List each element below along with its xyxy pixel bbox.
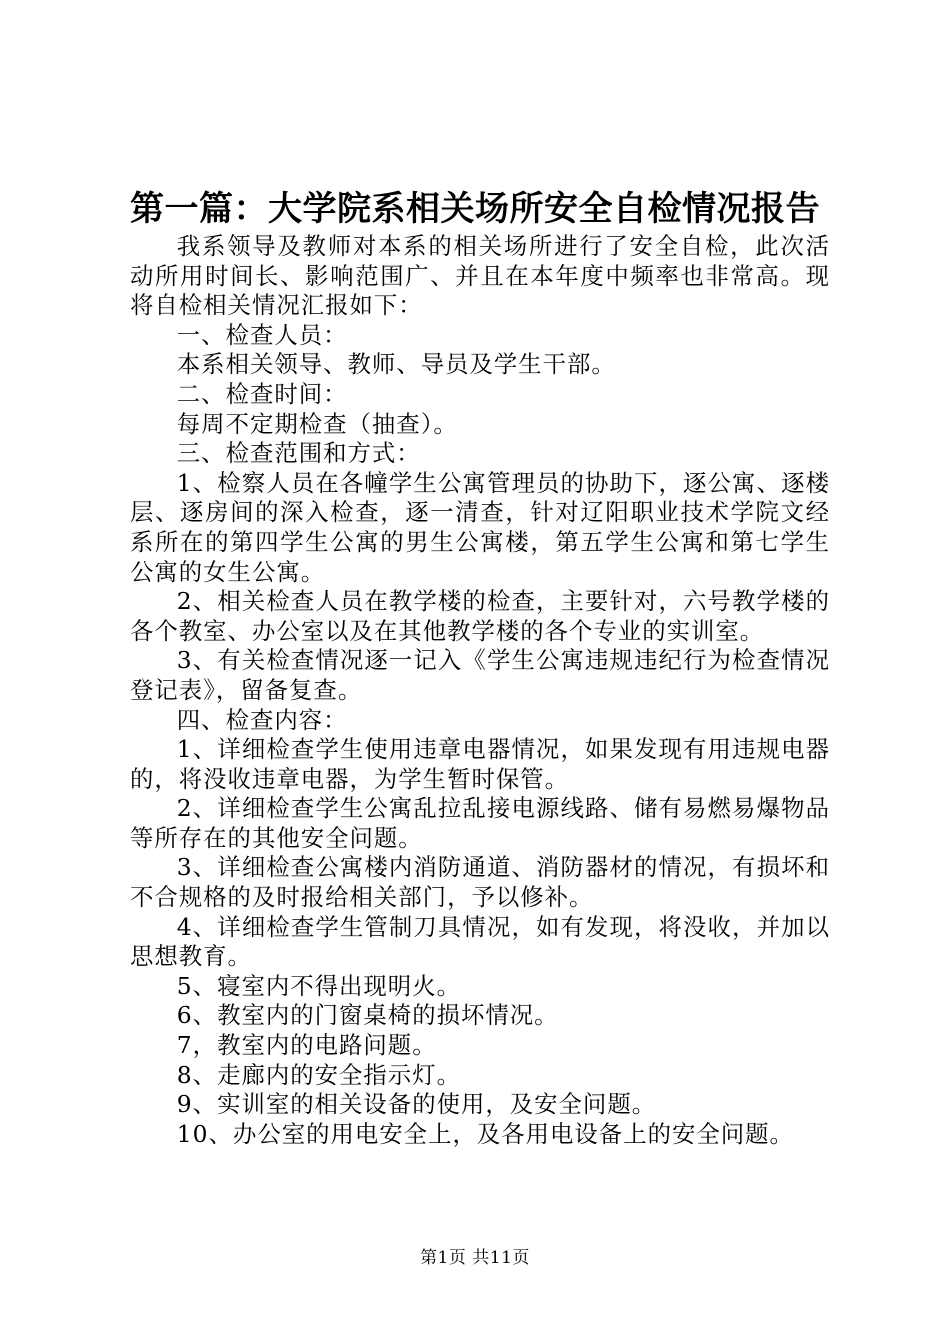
paragraph-content-2: 2、详细检查学生公寓乱拉乱接电源线路、储有易燃易爆物品等所存在的其他安全问题。 bbox=[130, 794, 830, 852]
paragraph-content-9: 9、实训室的相关设备的使用，及安全问题。 bbox=[176, 1090, 657, 1119]
paragraph-time: 每周不定期检查（抽查）。 bbox=[176, 409, 458, 438]
paragraph-content-3: 3、详细检查公寓楼内消防通道、消防器材的情况，有损坏和不合规格的及时报给相关部门，予以修补。 bbox=[130, 853, 830, 912]
document-title: 第一篇：大学院系相关场所安全自检情况报告 bbox=[130, 189, 820, 229]
paragraph-inspectors: 本系相关领导、教师、导员及学生干部。 bbox=[176, 350, 616, 379]
paragraph-intro: 我系领导及教师对本系的相关场所进行了安全自检，此次活动所用时间长、影响范围广、并且在本年度中频率也非常高。现将自检相关情况汇报如下： bbox=[130, 232, 830, 320]
section-heading-scope: 三、检查范围和方式： bbox=[176, 439, 421, 468]
document-body bbox=[130, 232, 830, 1149]
paragraph-content-7: 7，教室内的电路问题。 bbox=[176, 1031, 437, 1060]
paragraph-scope-1: 1、检察人员在各幢学生公寓管理员的协助下，逐公寓、逐楼层、逐房间的深入检查，逐一清查，针对辽阳职业技术学院文经系所在的第四学生公寓的男生公寓楼，第五学生公寓和第七学生公寓的女生公寓。 bbox=[130, 468, 830, 586]
paragraph-content-10: 10、办公室的用电安全上，及各用电设备上的安全问题。 bbox=[176, 1119, 794, 1148]
section-heading-inspectors: 一、检查人员： bbox=[176, 320, 348, 349]
paragraph-content-5: 5、寝室内不得出现明火。 bbox=[176, 971, 461, 1000]
paragraph-scope-3: 3、有关检查情况逐一记入《学生公寓违规违纪行为检查情况登记表》，留备复查。 bbox=[130, 646, 830, 704]
section-heading-time: 二、检查时间： bbox=[176, 379, 348, 408]
paragraph-content-1: 1、详细检查学生使用违章电器情况，如果发现有用违规电器的，将没收违章电器，为学生暂时保管。 bbox=[130, 735, 830, 793]
paragraph-content-4: 4、详细检查学生管制刀具情况，如有发现，将没收，并加以思想教育。 bbox=[130, 912, 830, 971]
section-heading-content: 四、检查内容： bbox=[176, 705, 348, 734]
paragraph-content-6: 6、教室内的门窗桌椅的损坏情况。 bbox=[176, 1001, 559, 1030]
paragraph-content-8: 8、走廊内的安全指示灯。 bbox=[176, 1060, 461, 1089]
paragraph-scope-2: 2、相关检查人员在教学楼的检查，主要针对，六号教学楼的各个教室、办公室以及在其他教学楼的各个专业的实训室。 bbox=[130, 587, 830, 645]
page-number-footer: 第1页 共11页 bbox=[420, 1248, 530, 1268]
